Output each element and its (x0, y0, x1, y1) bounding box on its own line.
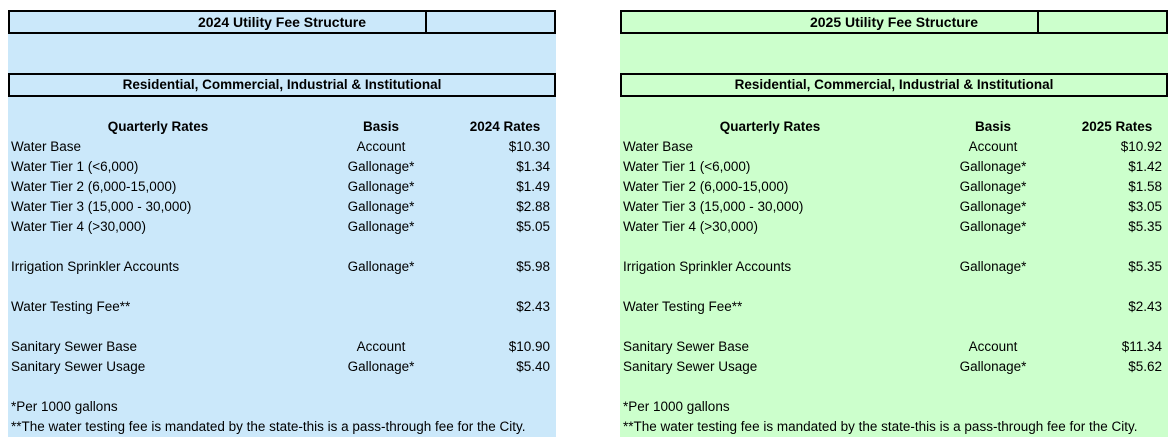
fee-row (8, 177, 556, 197)
fee-rate: $5.62 (1128, 359, 1162, 374)
fee-label: Water Testing Fee** (623, 299, 743, 314)
spacer-row (8, 277, 556, 297)
footnote-water-testing-fee: **The water testing fee is mandated by the state-this is a pass-through fee for the City. (623, 419, 1138, 434)
column-header-row-2024 (8, 117, 556, 137)
fee-basis: Gallonage* (959, 159, 1027, 174)
fee-rate: $1.58 (1128, 179, 1162, 194)
title-box-divider (425, 12, 427, 32)
fee-label: Water Testing Fee** (11, 299, 131, 314)
spacer-row (620, 317, 1168, 337)
fee-rate: $2.43 (1128, 299, 1162, 314)
footnotes-2025 (620, 397, 1168, 437)
table-subtitle-box-2025 (620, 73, 1168, 97)
fee-basis: Account (356, 339, 406, 354)
fee-basis: Gallonage* (959, 259, 1027, 274)
table-subtitle-2025: Residential, Commercial, Industrial & Institutional (734, 77, 1054, 92)
fee-rate: $1.34 (516, 159, 550, 174)
fee-rate: $10.90 (508, 339, 550, 354)
fee-basis: Gallonage* (347, 219, 415, 234)
fee-label: Water Tier 3 (15,000 - 30,000) (623, 199, 804, 214)
fee-row (620, 137, 1168, 157)
fee-label: Water Tier 4 (>30,000) (623, 219, 758, 234)
fee-label: Water Tier 2 (6,000-15,000) (623, 179, 789, 194)
column-header-row-2025 (620, 117, 1168, 137)
fee-row (8, 217, 556, 237)
footnote-per-1000-gallons: *Per 1000 gallons (11, 399, 118, 414)
fee-basis: Gallonage* (347, 259, 415, 274)
fee-label: Sanitary Sewer Base (623, 339, 750, 354)
fee-rate: $11.34 (1121, 339, 1162, 354)
fee-label: Water Tier 1 (<6,000) (11, 159, 139, 174)
fee-rate: $10.30 (508, 139, 550, 154)
fee-basis: Gallonage* (347, 179, 415, 194)
fee-row (620, 157, 1168, 177)
fee-rate: $1.49 (516, 179, 550, 194)
fee-row (620, 337, 1168, 357)
fee-row (620, 357, 1168, 377)
fee-rate: $10.92 (1120, 139, 1162, 154)
fee-row (8, 357, 556, 377)
fee-row (8, 257, 556, 277)
fee-rows-2024 (8, 137, 556, 397)
fee-rate: $5.98 (516, 259, 550, 274)
fee-rate: $2.43 (516, 299, 550, 314)
fee-table-2024 (8, 10, 556, 437)
fee-basis (920, 297, 1066, 317)
fee-label: Water Tier 1 (<6,000) (623, 159, 751, 174)
spacer-row (8, 317, 556, 337)
fee-rate: $5.35 (1128, 259, 1162, 274)
fee-row (8, 157, 556, 177)
fee-rate: $3.05 (1128, 199, 1162, 214)
table-title-box-2025 (620, 10, 1168, 34)
footnote-per-1000-gallons: *Per 1000 gallons (623, 399, 730, 414)
fee-row (620, 257, 1168, 277)
title-box-divider (1037, 12, 1039, 32)
fee-row (8, 297, 556, 317)
table-title-2024: 2024 Utility Fee Structure (197, 14, 367, 30)
table-title-box-2024 (8, 10, 556, 34)
column-header-quarterly-rates: Quarterly Rates (719, 119, 821, 134)
fee-label: Water Base (11, 139, 82, 154)
fee-basis: Account (968, 339, 1018, 354)
spacer-row (620, 377, 1168, 397)
fee-label: Water Base (623, 139, 694, 154)
fee-rate: $5.40 (516, 359, 550, 374)
spacer-row (8, 237, 556, 257)
fee-label: Sanitary Sewer Usage (623, 359, 758, 374)
column-header-basis: Basis (362, 119, 400, 134)
fee-label: Irrigation Sprinkler Accounts (623, 259, 792, 274)
fee-basis: Gallonage* (347, 359, 415, 374)
fee-row (8, 197, 556, 217)
fee-basis: Gallonage* (347, 199, 415, 214)
fee-row (8, 137, 556, 157)
fee-basis: Account (356, 139, 406, 154)
fee-basis: Gallonage* (347, 159, 415, 174)
fee-basis: Account (968, 139, 1018, 154)
fee-row (620, 197, 1168, 217)
column-header-2025-rates: 2025 Rates (1081, 119, 1153, 134)
column-header-basis: Basis (974, 119, 1012, 134)
fee-rows-2025 (620, 137, 1168, 397)
spacer-row (8, 377, 556, 397)
fee-label: Irrigation Sprinkler Accounts (11, 259, 180, 274)
fee-rate: $5.35 (1128, 219, 1162, 234)
fee-row (620, 177, 1168, 197)
fee-row (620, 217, 1168, 237)
fee-label: Sanitary Sewer Base (11, 339, 138, 354)
table-subtitle-2024: Residential, Commercial, Industrial & Institutional (122, 77, 442, 92)
footnotes-2024 (8, 397, 556, 437)
fee-rate: $5.05 (516, 219, 550, 234)
fee-label: Water Tier 2 (6,000-15,000) (11, 179, 177, 194)
table-title-2025: 2025 Utility Fee Structure (809, 14, 979, 30)
spacer-row (620, 237, 1168, 257)
footnote-water-testing-fee: **The water testing fee is mandated by the state-this is a pass-through fee for the City. (11, 419, 526, 434)
column-header-quarterly-rates: Quarterly Rates (107, 119, 209, 134)
fee-row (8, 337, 556, 357)
fee-basis (308, 297, 454, 317)
fee-label: Water Tier 4 (>30,000) (11, 219, 146, 234)
fee-basis: Gallonage* (959, 359, 1027, 374)
fee-row (620, 297, 1168, 317)
fee-table-2025 (620, 10, 1168, 437)
table-subtitle-box-2024 (8, 73, 556, 97)
fee-basis: Gallonage* (959, 219, 1027, 234)
fee-label: Water Tier 3 (15,000 - 30,000) (11, 199, 192, 214)
spacer-row (620, 277, 1168, 297)
fee-label: Sanitary Sewer Usage (11, 359, 146, 374)
fee-rate: $1.42 (1128, 159, 1162, 174)
fee-rate: $2.88 (516, 199, 550, 214)
fee-basis: Gallonage* (959, 199, 1027, 214)
fee-basis: Gallonage* (959, 179, 1027, 194)
column-header-2024-rates: 2024 Rates (469, 119, 541, 134)
